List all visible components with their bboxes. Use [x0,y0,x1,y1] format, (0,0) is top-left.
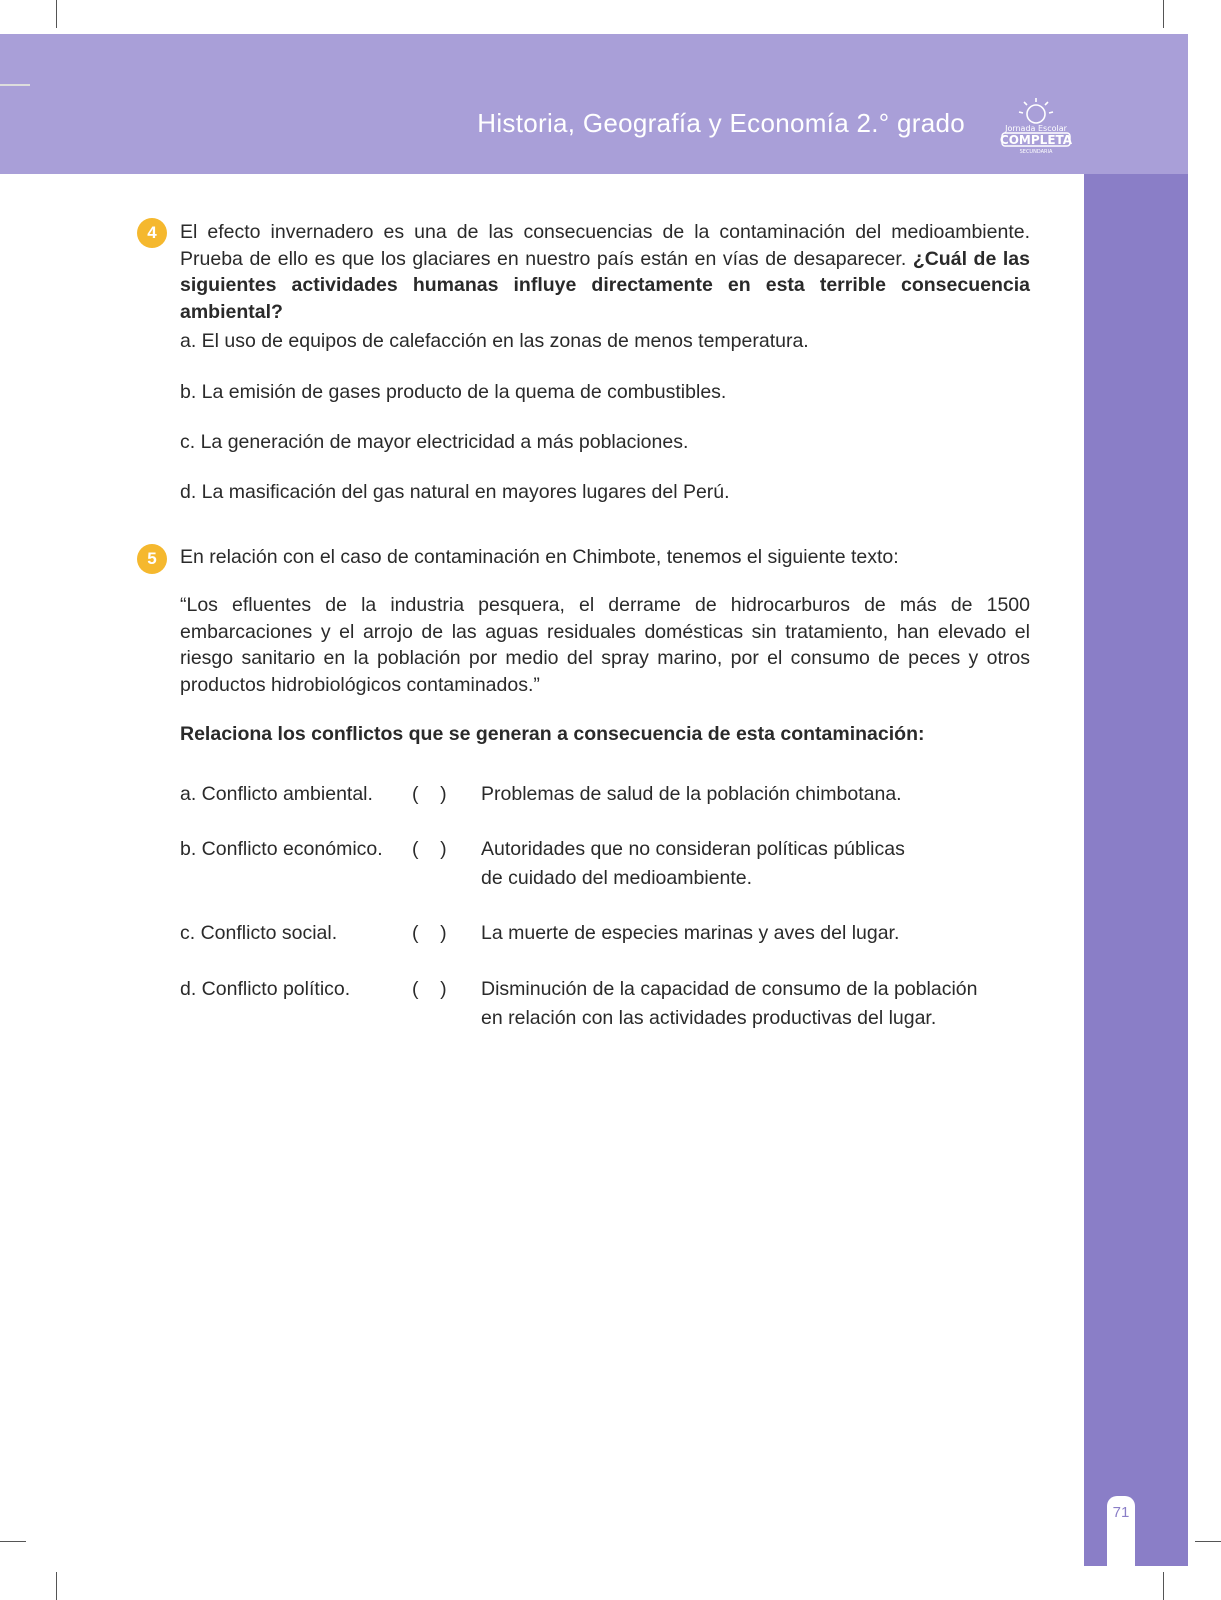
crop-mark [1195,1541,1221,1542]
crop-mark [1163,1572,1164,1600]
question-5-quote: “Los efluentes de la industria pesquera, el derrame de hidrocarburos de más de 1500 embarcaciones y el arrojo de las aguas residuales domésticas sin tratamiento, han elevado el riesgo sanitario en la población por medio del spray marino, por el consumo de peces y otros productos hidrobiológicos contaminados.” [180,594,1030,696]
conflict-label: c. Conflicto social. [180,922,338,944]
answer-blank[interactable]: ( ) [412,783,447,805]
crop-mark [56,1572,57,1600]
logo-text-top: Jornada Escolar [1005,124,1067,133]
question-number-badge: 4 [137,218,167,248]
jornada-escolar-logo [996,96,1076,156]
crop-mark [56,0,57,28]
conflict-label: d. Conflicto político. [180,978,351,1000]
conflict-description: Autoridades que no consideran políticas públicas de cuidado del medioambiente. [481,838,905,889]
question-4-option-b[interactable]: b. La emisión de gases producto de la quema de combustibles. [180,381,727,403]
question-4-option-d[interactable]: d. La masificación del gas natural en mayores lugares del Perú. [180,481,730,503]
question-number-badge: 5 [137,544,167,574]
question-4-option-a[interactable]: a. El uso de equipos de calefacción en las zonas de menos temperatura. [180,330,809,352]
page-title: Historia, Geografía y Economía 2.° grado [477,108,965,138]
question-5-instruction: Relaciona los conflictos que se generan a consecuencia de esta contaminación: [180,723,925,745]
answer-blank[interactable]: ( ) [412,922,447,944]
question-5-intro: En relación con el caso de contaminación en Chimbote, tenemos el siguiente texto: [180,546,899,568]
question-4-option-c[interactable]: c. La generación de mayor electricidad a más poblaciones. [180,431,689,453]
question-4-prompt: ¿Cuál de las siguientes actividades humanas influye directamente en esta terrible consecuencia ambiental? [180,247,1030,323]
conflict-description: Disminución de la capacidad de consumo de la población en relación con las actividades productivas del lugar. [481,978,978,1029]
question-4-statement: El efecto invernadero es una de las consecuencias de la contaminación del medioambiente. Prueba de ello es que los glaciares en nuestro país están en vías de desaparecer. [180,221,1030,270]
header-rule [0,84,30,86]
logo-text-bottom: SECUNDARIA [1019,149,1053,155]
logo-text-main: COMPLETA [999,133,1073,147]
conflict-description: La muerte de especies marinas y aves del lugar. [481,922,900,944]
answer-blank[interactable]: ( ) [412,978,447,1000]
conflict-label: a. Conflicto ambiental. [180,783,373,805]
answer-blank[interactable]: ( ) [412,838,447,860]
right-sidebar [1084,174,1188,1566]
conflict-description: Problemas de salud de la población chimbotana. [481,783,902,805]
page-number: 71 [1112,1504,1130,1521]
crop-mark [0,1541,26,1542]
conflict-label: b. Conflicto económico. [180,838,383,860]
question-4-text [180,219,1030,325]
crop-mark [1163,0,1164,28]
